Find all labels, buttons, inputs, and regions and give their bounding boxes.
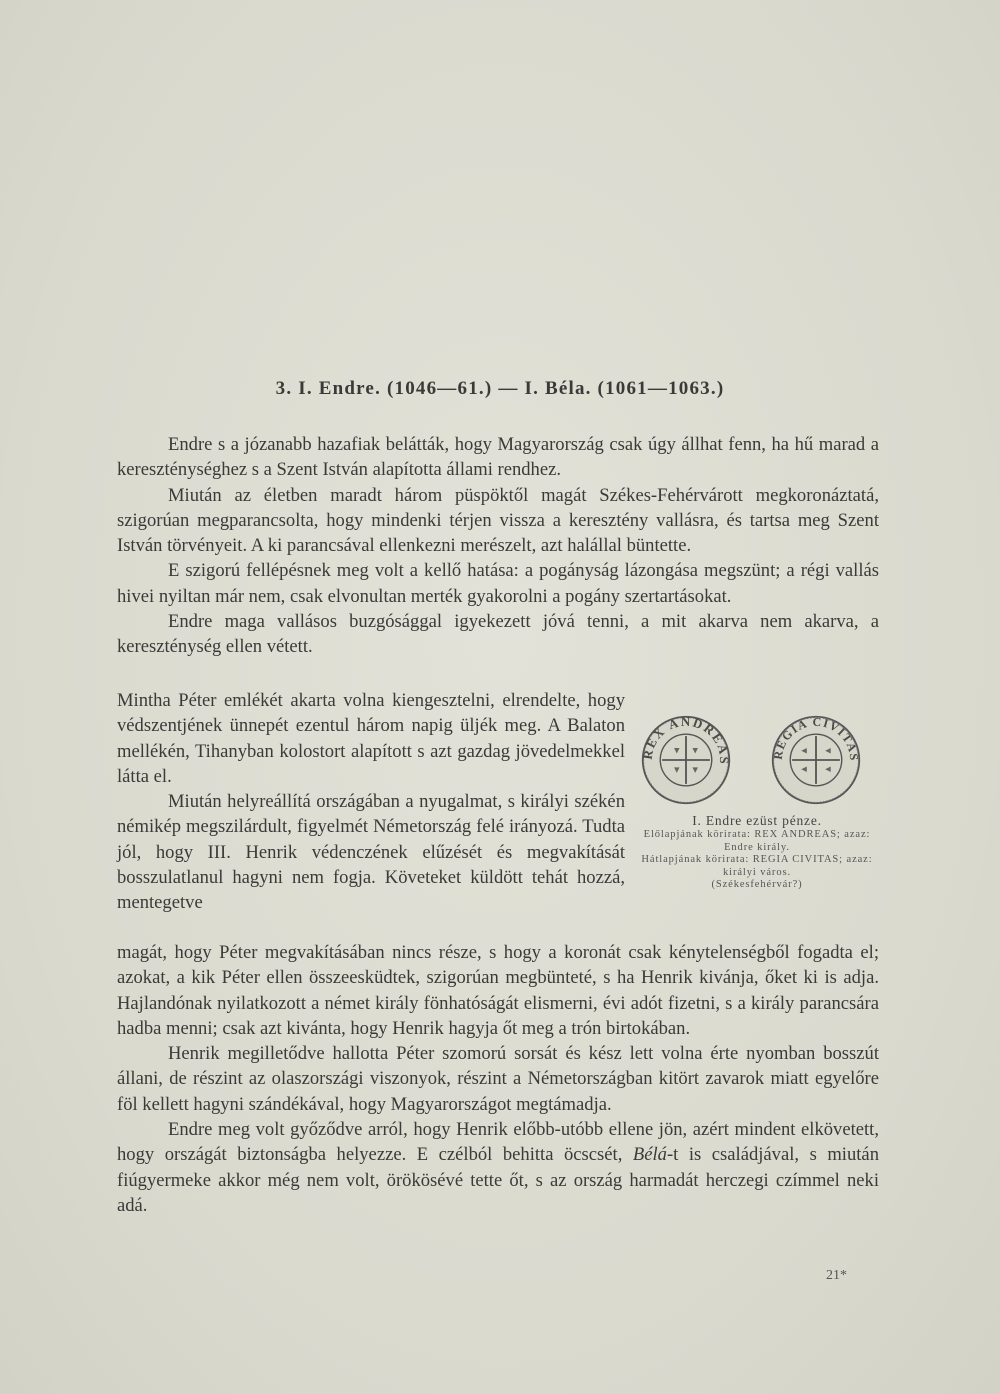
page-number: 21* xyxy=(826,1268,847,1283)
paragraph: Miután az életben maradt három püspöktől magát Székes-Fehérvárott megkoronáztatá, szigorúan megparancsolta, hogy mindenki térjen vissza a keresztény vallásra, és tartsa meg Szent István törvényeit. A ki parancsával ellenkezni merészelt, azt halállal büntette. xyxy=(117,484,879,557)
caption-line: Előlapjának körirata: REX ANDREAS; azaz: Endre király. xyxy=(643,829,871,853)
paragraph: Endre s a józanabb hazafiak belátták, hogy Magyarország csak úgy állhat fenn, ha hű marad a kereszténységhez s a Szent István alapította állami rendhez. xyxy=(117,434,879,481)
paragraph-text: Endre meg volt győződve arról, hogy Henrik előbb-utóbb ellene jön, azért mindent elkövetett, hogy országát biztonságba helyezze. E czélból behitta öcscsét, xyxy=(117,1119,879,1166)
paragraph: Endre maga vallásos buzgósággal igyekezett jóvá tenni, a mit akarva nem akarva, a kereszténység ellen vétett. xyxy=(117,611,879,658)
coin-front-legend: REX ANDREAS xyxy=(640,714,732,766)
paragraph: Henrik megilletődve hallotta Péter szomorú sorsát és kész lett volna érte nyomban bosszút állani, de részint az olaszországi viszonyok, részint a Németországban kitört zavarok miatt egyelőre föl kellett hagyni szándékával, hogy Magyarországot megtámadja. xyxy=(117,1043,879,1115)
paragraph: Miután helyreállítá országában a nyugalmat, s királyi székén némikép megszilárdult, figyelmét Németország felé irányozá. Tudta jól, hogy III. Henrik védenczének elűzését és megvakítását bosszulatlanul hagyni nem fogja. Követeket küldött tehát hozzá, mentegetve xyxy=(117,791,625,914)
coin-caption xyxy=(634,812,880,892)
chapter-heading: 3. I. Endre. (1046—61.) — I. Béla. (1061—1063.) xyxy=(275,378,725,399)
paragraph: E szigorú fellépésnek meg volt a kellő hatása: a pogányság lázongása megszünt; a régi vallás hivei nyiltan már nem, csak elvonultan merték gyakorolni a pogány szertartásokat. xyxy=(117,560,879,607)
text-block-top xyxy=(117,432,879,660)
caption-title: I. Endre ezüst pénze. xyxy=(692,813,822,828)
text-block-left xyxy=(117,688,625,916)
paragraph-continuation: magát, hogy Péter megvakításában nincs része, s hogy a koronát csak kénytelenségből fogadta el; azokat, a kik Péter ellen összeesküdtek, szigorúan megbünteté, s ha Henrik kivánja, őket ki is adja. Hajlandónak nyilatkozott a német király fönhatóságát elismerni, évi adót fizetni, s a király parancsára hadba menni; csak azt kivánta, hogy Henrik hagyja őt meg a trón birtokában. xyxy=(117,942,879,1039)
caption-line: Hátlapjának körirata: REGIA CIVITAS; azaz: királyi város. xyxy=(641,854,873,878)
paragraph-text: -t is családjával, s miután fiúgyermeke akkor még nem volt, örökösévé tette őt, s az ország harmadát herczegi czímmel neki adá. xyxy=(117,1144,879,1216)
coin-images xyxy=(634,714,880,804)
italic-name: Bélá xyxy=(632,1144,667,1166)
coin-back-legend: REGIA CIVITAS xyxy=(770,714,862,762)
paragraph-continuation: Mintha Péter emlékét akarta volna kiengesztelni, elrendelte, hogy védszentjének ünnepét ezentul három napig üljék meg. A Balaton mellékén, Tihanyban kolostort alapított s azt gazdag jövedelmekkel látta el. xyxy=(117,690,625,787)
paragraph xyxy=(117,1117,879,1218)
coin-reverse-image xyxy=(770,714,862,806)
coin-obverse-image xyxy=(640,714,732,806)
caption-line: (Székesfehérvár?) xyxy=(711,879,803,891)
text-block-bottom xyxy=(117,940,879,1218)
coin-figure xyxy=(634,714,880,892)
